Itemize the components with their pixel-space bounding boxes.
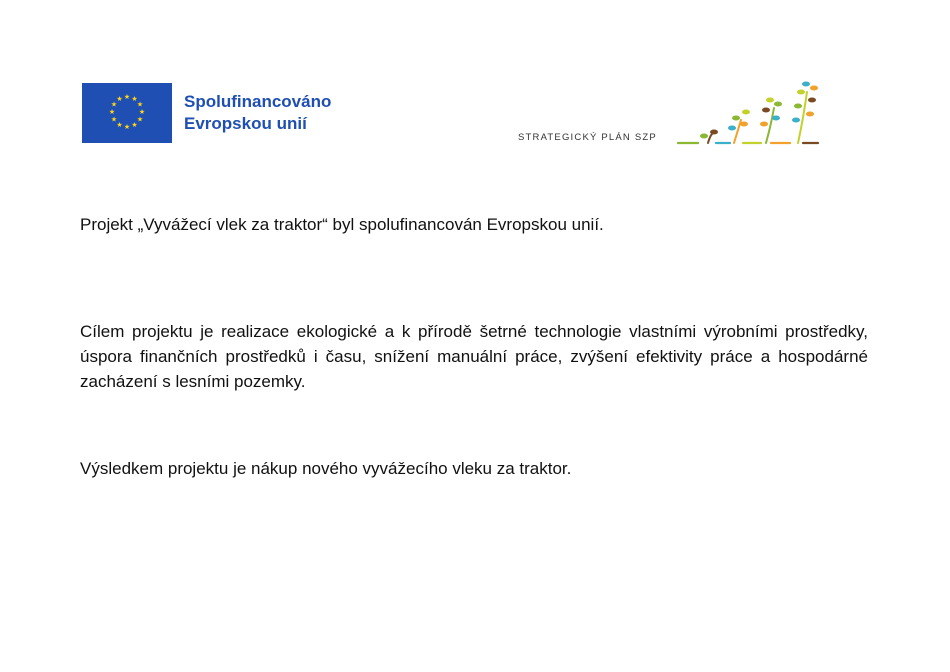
svg-text:★: ★	[131, 122, 138, 129]
eu-logo-text	[184, 91, 331, 135]
svg-text:★: ★	[136, 116, 144, 124]
svg-text:★: ★	[108, 109, 116, 116]
eu-logo-line2: Evropskou unií	[184, 114, 307, 133]
eu-flag-icon	[82, 83, 172, 143]
svg-text:★: ★	[123, 94, 131, 101]
svg-text:★: ★	[138, 109, 146, 116]
svg-text:★: ★	[116, 96, 123, 103]
strategic-plan-label: STRATEGICKÝ PLÁN SZP	[518, 132, 657, 143]
goal-paragraph: Cílem projektu je realizace ekologické a k přírodě šetrné technologie vlastními výrobními prostředky, úspora finančních prostředků i času, snížení manuální práce, zvýšení efektivity práce a hospodárné zacházení s lesními pozemky.	[80, 322, 868, 391]
svg-text:★: ★	[110, 116, 118, 124]
sprouting-plants-icon	[668, 80, 838, 148]
svg-text:★: ★	[123, 124, 131, 131]
eu-cofinancing-logo	[82, 83, 331, 143]
strategic-plan-logo	[518, 80, 838, 150]
intro-paragraph: Projekt „Vyvážecí vlek za traktor“ byl spolufinancován Evropskou unií.	[80, 215, 604, 234]
svg-text:★: ★	[136, 101, 144, 109]
result-paragraph: Výsledkem projektu je nákup nového vyvážecího vleku za traktor.	[80, 459, 572, 478]
svg-text:★: ★	[110, 101, 118, 109]
eu-logo-line1: Spolufinancováno	[184, 92, 332, 111]
svg-text:★: ★	[116, 122, 123, 129]
svg-text:★: ★	[131, 96, 138, 103]
